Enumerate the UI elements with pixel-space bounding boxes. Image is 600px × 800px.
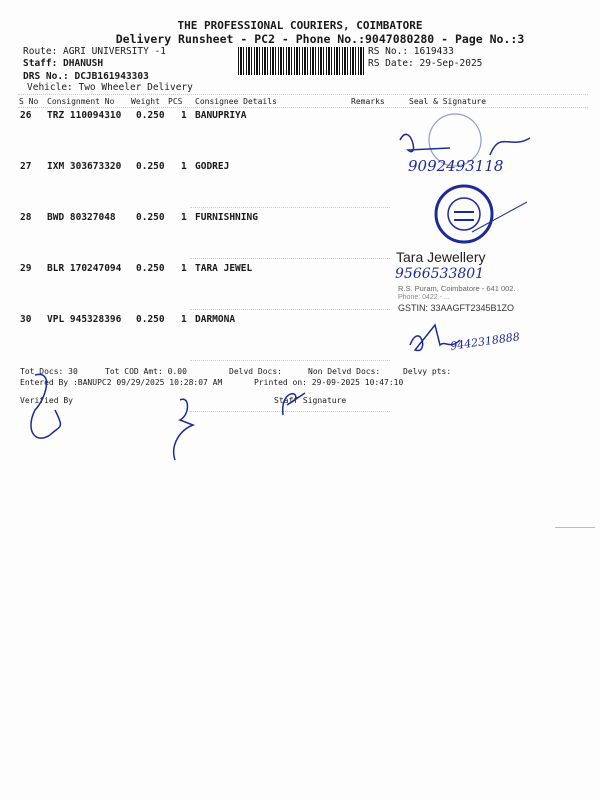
scan-mark [555, 527, 595, 528]
printed-on: Printed on: 29-09-2025 10:47:10 [254, 378, 404, 387]
handwritten-phone-3: 9566533801 [395, 266, 485, 282]
cell-consignment: BWD 80327048 [47, 212, 116, 223]
cell-sno: 27 [20, 161, 32, 172]
col-pcs: PCS [168, 97, 183, 106]
cell-consignee: BANUPRIYA [195, 110, 247, 121]
col-remarks: Remarks [351, 97, 385, 106]
vehicle: Vehicle: Two Wheeler Delivery [27, 82, 193, 93]
row-divider [190, 309, 390, 310]
handwritten-phone-1: 9092493118 [408, 157, 504, 175]
col-consignee: Consignee Details [195, 97, 277, 106]
header-rule [18, 94, 588, 95]
furnishings-stamp [432, 182, 502, 252]
col-seal: Seal & Signature [409, 97, 487, 106]
verified-by-label: Verified By [20, 396, 73, 405]
row-divider [190, 258, 390, 259]
entered-by: Entered By :BANUPC2 09/29/2025 10:28:07 AM [20, 378, 223, 387]
cell-pcs: 1 [181, 263, 187, 274]
cell-consignee: TARA JEWEL [195, 263, 253, 274]
handwritten-phone-2: 9442318888 [449, 330, 521, 353]
cell-pcs: 1 [181, 314, 187, 325]
barcode [238, 47, 366, 75]
staff-signature-label: Staff Signature [274, 396, 347, 405]
total-docs: Tot Docs: 30 [20, 367, 78, 376]
non-delivered-docs: Non Delvd Docs: [308, 367, 381, 376]
cell-consignment: TRZ 110094310 [47, 110, 122, 121]
row-divider [190, 360, 390, 361]
row-divider [190, 207, 390, 208]
staff-signature [275, 385, 315, 425]
cell-sno: 28 [20, 212, 32, 223]
cell-pcs: 1 [181, 110, 187, 121]
cell-weight: 0.250 [136, 263, 165, 274]
runsheet-subtitle: Delivery Runsheet - PC2 - Phone No.:9047080280 - Page No.:3 [115, 32, 525, 46]
delivery-points: Delvy pts: [403, 367, 452, 376]
cell-consignee: DARMONA [195, 314, 236, 325]
cell-consignment: VPL 945328396 [47, 314, 122, 325]
verifier-signature-2 [165, 395, 205, 465]
cell-consignee: GODREJ [195, 161, 230, 172]
tara-stamp-name: Tara Jewellery [396, 249, 486, 265]
verifier-signature [25, 370, 85, 450]
rs-number: RS No.: 1619433 [368, 46, 454, 57]
cell-consignee: FURNISHNING [195, 212, 258, 223]
staff: Staff: DHANUSH [23, 58, 104, 69]
cell-consignment: BLR 170247094 [47, 263, 122, 274]
col-sno: S No [19, 97, 39, 106]
total-cod: Tot COD Amt: 0.00 [105, 367, 187, 376]
cell-weight: 0.250 [136, 161, 165, 172]
cell-consignment: IXM 303673320 [47, 161, 122, 172]
tara-stamp-phone: Phone: 0422 - ... [398, 294, 450, 301]
company-title: THE PROFESSIONAL COURIERS, COIMBATORE [177, 19, 423, 32]
cell-weight: 0.250 [136, 110, 165, 121]
tara-stamp-gstin: GSTIN: 33AAGFT2345B1ZO [398, 303, 515, 313]
col-consignment: Consignment No [47, 97, 115, 106]
rs-date: RS Date: 29-Sep-2025 [368, 58, 483, 69]
cell-pcs: 1 [181, 161, 187, 172]
tara-stamp-address: R.S. Puram, Coimbatore - 641 002. [398, 284, 516, 293]
col-weight: Weight [131, 97, 160, 106]
route: Route: AGRI UNIVERSITY -1 [23, 46, 166, 57]
delivered-docs: Delvd Docs: [229, 367, 282, 376]
drs-number: DRS No.: DCJB161943303 [23, 71, 149, 82]
cell-sno: 30 [20, 314, 32, 325]
cell-weight: 0.250 [136, 212, 165, 223]
header-rule-bottom [18, 107, 588, 108]
cell-sno: 26 [20, 110, 32, 121]
cell-pcs: 1 [181, 212, 187, 223]
cell-weight: 0.250 [136, 314, 165, 325]
cell-sno: 29 [20, 263, 32, 274]
